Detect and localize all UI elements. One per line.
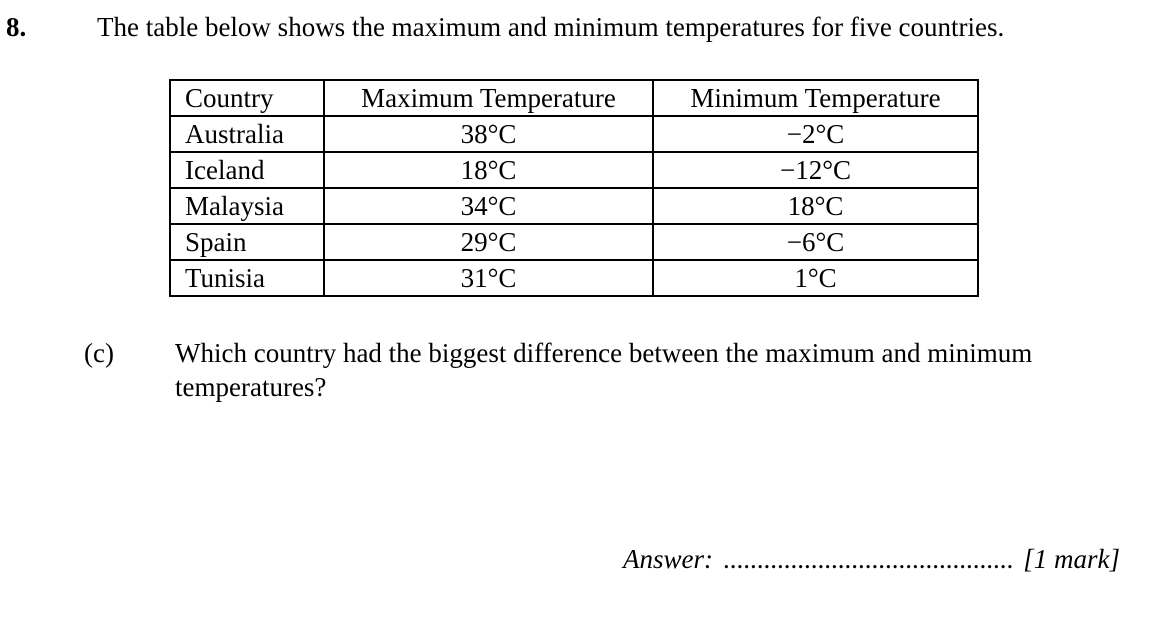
answer-label: Answer:	[622, 544, 713, 574]
cell-max: 34°C	[324, 188, 653, 224]
cell-country: Iceland	[170, 152, 324, 188]
cell-max: 18°C	[324, 152, 653, 188]
cell-max: 38°C	[324, 116, 653, 152]
header-country: Country	[170, 80, 324, 116]
table-row	[170, 152, 978, 188]
table-row	[170, 188, 978, 224]
cell-country: Tunisia	[170, 260, 324, 296]
table-row	[170, 260, 978, 296]
table-row	[170, 224, 978, 260]
cell-max: 29°C	[324, 224, 653, 260]
cell-country: Spain	[170, 224, 324, 260]
part-question-text: Which country had the biggest difference between the maximum and minimum temperatures?	[175, 338, 1033, 402]
cell-min: −6°C	[653, 224, 978, 260]
part-label: (c)	[84, 338, 114, 368]
temperature-table	[169, 79, 979, 297]
cell-min: −2°C	[653, 116, 978, 152]
table-row	[170, 116, 978, 152]
mark-allocation: [1 mark]	[1023, 544, 1120, 574]
question-intro: The table below shows the maximum and minimum temperatures for five countries.	[97, 12, 1005, 42]
header-max-temperature: Maximum Temperature	[324, 80, 653, 116]
cell-min: 1°C	[653, 260, 978, 296]
cell-min: 18°C	[653, 188, 978, 224]
table-header-row	[170, 80, 978, 116]
answer-line	[623, 542, 1120, 576]
header-min-temperature: Minimum Temperature	[653, 80, 978, 116]
cell-min: −12°C	[653, 152, 978, 188]
cell-max: 31°C	[324, 260, 653, 296]
question-number: 8.	[6, 12, 27, 42]
cell-country: Malaysia	[170, 188, 324, 224]
cell-country: Australia	[170, 116, 324, 152]
answer-blank[interactable]: ...........................................	[722, 544, 1014, 574]
